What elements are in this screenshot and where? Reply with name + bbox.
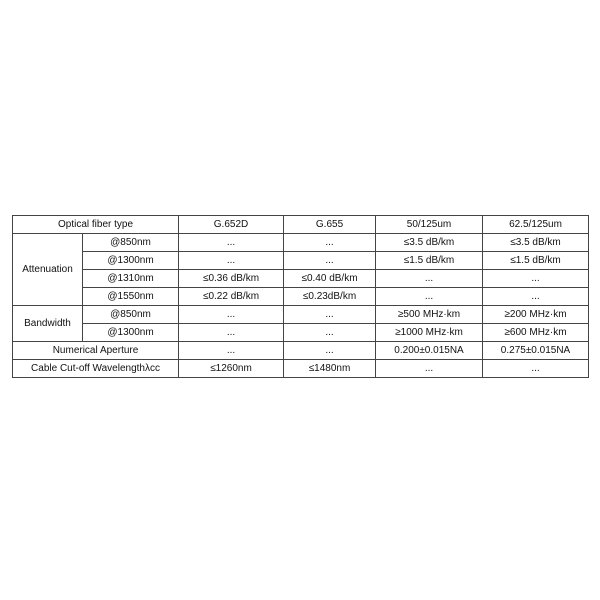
table-row	[13, 324, 589, 342]
table-cell: ...	[179, 306, 284, 324]
table-cell: ...	[284, 342, 376, 360]
table-cell: ...	[284, 324, 376, 342]
table-cell: 0.200±0.015NA	[376, 342, 483, 360]
table-cell: ≥1000 MHz·km	[376, 324, 483, 342]
table-cell: ≥600 MHz·km	[483, 324, 589, 342]
table-cell: ≤0.23dB/km	[284, 288, 376, 306]
table-cell: ...	[376, 360, 483, 378]
table-cell: ≤3.5 dB/km	[376, 234, 483, 252]
table-row	[13, 360, 589, 378]
table-row	[13, 270, 589, 288]
table-cell: ≥200 MHz·km	[483, 306, 589, 324]
table-cell: ...	[376, 288, 483, 306]
table-row	[13, 288, 589, 306]
header-fiber-type: Optical fiber type	[13, 216, 179, 234]
table-cell: ...	[483, 270, 589, 288]
table-row	[13, 342, 589, 360]
table-cell: ...	[284, 252, 376, 270]
attenuation-label: Attenuation	[13, 234, 83, 306]
table-row	[13, 252, 589, 270]
table-cell: ...	[376, 270, 483, 288]
header-col-62-5-125: 62.5/125um	[483, 216, 589, 234]
row-sub-label: @1300nm	[83, 324, 179, 342]
row-sub-label: @850nm	[83, 234, 179, 252]
bandwidth-label: Bandwidth	[13, 306, 83, 342]
row-sub-label: @1300nm	[83, 252, 179, 270]
table-cell: ...	[284, 306, 376, 324]
table-cell: 0.275±0.015NA	[483, 342, 589, 360]
table-cell: ...	[179, 234, 284, 252]
table-cell: ≤1.5 dB/km	[376, 252, 483, 270]
table-row	[13, 234, 589, 252]
table-cell: ...	[483, 360, 589, 378]
numerical-aperture-label: Numerical Aperture	[13, 342, 179, 360]
row-sub-label: @1310nm	[83, 270, 179, 288]
table-header-row	[13, 216, 589, 234]
table-cell: ...	[284, 234, 376, 252]
header-col-50-125: 50/125um	[376, 216, 483, 234]
fiber-spec-table	[12, 215, 589, 378]
row-sub-label: @850nm	[83, 306, 179, 324]
table-cell: ≤0.40 dB/km	[284, 270, 376, 288]
table-cell: ...	[179, 342, 284, 360]
table-cell: ≤3.5 dB/km	[483, 234, 589, 252]
table-cell: ≤0.36 dB/km	[179, 270, 284, 288]
table-cell: ≥500 MHz·km	[376, 306, 483, 324]
row-sub-label: @1550nm	[83, 288, 179, 306]
table-row	[13, 306, 589, 324]
table-cell: ≤1260nm	[179, 360, 284, 378]
cutoff-wavelength-label: Cable Cut-off Wavelengthλcc	[13, 360, 179, 378]
table-cell: ≤1480nm	[284, 360, 376, 378]
table-cell: ≤0.22 dB/km	[179, 288, 284, 306]
table-cell: ≤1.5 dB/km	[483, 252, 589, 270]
table-cell: ...	[179, 324, 284, 342]
table-cell: ...	[483, 288, 589, 306]
header-col-g655: G.655	[284, 216, 376, 234]
table-cell: ...	[179, 252, 284, 270]
header-col-g652d: G.652D	[179, 216, 284, 234]
